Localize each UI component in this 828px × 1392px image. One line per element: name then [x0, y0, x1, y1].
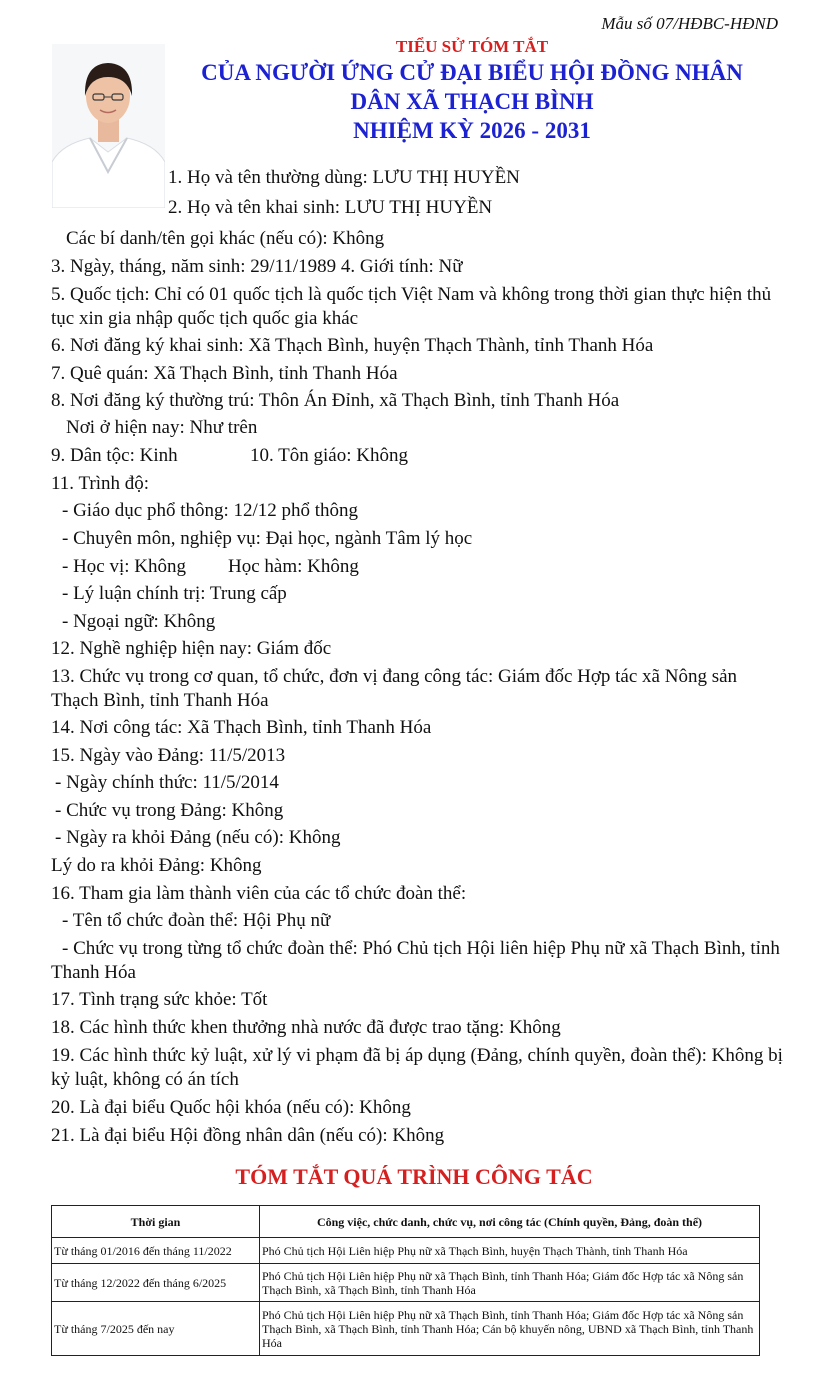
title-line-1: TIỂU SỬ TÓM TẮT	[395, 37, 549, 56]
field-organization-position: - Chức vụ trong từng tổ chức đoàn thể: Phó Chủ tịch Hội liên hiệp Phụ nữ xã Thạch Bình, tỉnh Thanh Hóa	[51, 938, 780, 983]
field-birthdate-gender: 3. Ngày, tháng, năm sinh: 29/11/1989 4. Giới tính: Nữ	[51, 256, 463, 277]
field-discipline: 19. Các hình thức kỷ luật, xử lý vi phạm đã bị áp dụng (Đảng, chính quyền, đoàn thể): Không bị kỷ luật, không có án tích	[51, 1045, 783, 1090]
field-peoples-council: 21. Là đại biểu Hội đồng nhân dân (nếu có): Không	[51, 1125, 445, 1146]
field-academic-title: Học hàm: Không	[228, 556, 359, 577]
field-party-join-date: 15. Ngày vào Đảng: 11/5/2013	[51, 745, 286, 766]
title-line-3: DÂN XÃ THẠCH BÌNH	[350, 89, 594, 114]
table-row	[52, 1238, 760, 1264]
cell-period: Từ tháng 7/2025 đến nay	[52, 1302, 260, 1356]
work-history-table	[51, 1205, 760, 1356]
title-line-2: CỦA NGƯỜI ỨNG CỬ ĐẠI BIỂU HỘI ĐỒNG NHÂN	[201, 60, 743, 85]
field-party-leave-date: - Ngày ra khỏi Đảng (nếu có): Không	[55, 827, 341, 848]
table-header-row	[52, 1206, 760, 1238]
form-number: Mẫu số 07/HĐBC-HĐND	[601, 14, 778, 33]
field-health: 17. Tình trạng sức khỏe: Tốt	[51, 989, 268, 1010]
cell-roles: Phó Chủ tịch Hội Liên hiệp Phụ nữ xã Thạch Bình, tỉnh Thanh Hóa; Giám đốc Hợp tác xã Nông sản Thạch Bình, xã Thạch Bình, tỉnh Thanh Hóa; Cán bộ khuyến nông, UBND xã Thạch Bình, tỉnh Thanh Hóa	[260, 1302, 760, 1356]
field-hometown: 7. Quê quán: Xã Thạch Bình, tỉnh Thanh Hóa	[51, 363, 398, 384]
column-header-roles: Công việc, chức danh, chức vụ, nơi công tác (Chính quyền, Đảng, đoàn thể)	[260, 1206, 760, 1238]
field-awards: 18. Các hình thức khen thưởng nhà nước đã được trao tặng: Không	[51, 1017, 561, 1038]
document-title	[165, 36, 779, 145]
field-aliases: Các bí danh/tên gọi khác (nếu có): Không	[66, 228, 385, 249]
field-specialization: - Chuyên môn, nghiệp vụ: Đại học, ngành Tâm lý học	[62, 528, 473, 549]
field-party-position: - Chức vụ trong Đảng: Không	[55, 800, 284, 821]
field-religion: 10. Tôn giáo: Không	[250, 445, 408, 466]
cell-roles: Phó Chủ tịch Hội Liên hiệp Phụ nữ xã Thạch Bình, tỉnh Thanh Hóa; Giám đốc Hợp tác xã Nông sản Thạch Bình, xã Thạch Bình, tỉnh Thanh Hóa	[260, 1264, 760, 1302]
field-birth-name: 2. Họ và tên khai sinh: LƯU THỊ HUYỀN	[168, 197, 493, 218]
cell-period: Từ tháng 01/2016 đến tháng 11/2022	[52, 1238, 260, 1264]
field-occupation: 12. Nghề nghiệp hiện nay: Giám đốc	[51, 638, 332, 659]
cell-roles: Phó Chủ tịch Hội Liên hiệp Phụ nữ xã Thạch Bình, huyện Thạch Thành, tỉnh Thanh Hóa	[260, 1238, 760, 1264]
column-header-period: Thời gian	[52, 1206, 260, 1238]
portrait-photo	[52, 44, 165, 208]
field-organizations-heading: 16. Tham gia làm thành viên của các tổ chức đoàn thể:	[51, 883, 467, 904]
field-permanent-residence: 8. Nơi đăng ký thường trú: Thôn Án Đỉnh, xã Thạch Bình, tỉnh Thanh Hóa	[51, 390, 620, 411]
field-national-assembly: 20. Là đại biểu Quốc hội khóa (nếu có): Không	[51, 1097, 411, 1118]
cell-period: Từ tháng 12/2022 đến tháng 6/2025	[52, 1264, 260, 1302]
field-general-education: - Giáo dục phổ thông: 12/12 phổ thông	[62, 500, 359, 521]
title-line-4: NHIỆM KỲ 2026 - 2031	[353, 118, 591, 143]
portrait-image	[52, 44, 165, 208]
field-position: 13. Chức vụ trong cơ quan, tổ chức, đơn vị đang công tác: Giám đốc Hợp tác xã Nông sản Thạch Bình, tỉnh Thanh Hóa	[51, 666, 738, 711]
table-row	[52, 1264, 760, 1302]
table-row	[52, 1302, 760, 1356]
field-foreign-language: - Ngoại ngữ: Không	[62, 611, 216, 632]
field-political-theory: - Lý luận chính trị: Trung cấp	[62, 583, 287, 604]
field-party-official-date: - Ngày chính thức: 11/5/2014	[55, 772, 279, 793]
field-common-name: 1. Họ và tên thường dùng: LƯU THỊ HUYỀN	[168, 167, 520, 188]
field-nationality: 5. Quốc tịch: Chỉ có 01 quốc tịch là quốc tịch Việt Nam và không trong thời gian thực hiện thủ tục xin gia nhập quốc tịch quốc gia khác	[51, 284, 772, 329]
field-education-heading: 11. Trình độ:	[51, 473, 150, 494]
work-history-title: TÓM TẮT QUÁ TRÌNH CÔNG TÁC	[235, 1164, 593, 1189]
field-workplace: 14. Nơi công tác: Xã Thạch Bình, tỉnh Thanh Hóa	[51, 717, 432, 738]
field-degree: - Học vị: Không	[62, 556, 187, 577]
field-birth-registration: 6. Nơi đăng ký khai sinh: Xã Thạch Bình, huyện Thạch Thành, tỉnh Thanh Hóa	[51, 335, 654, 356]
field-organization-name: - Tên tổ chức đoàn thể: Hội Phụ nữ	[62, 910, 331, 931]
field-party-leave-reason: Lý do ra khỏi Đảng: Không	[51, 855, 262, 876]
field-current-residence: Nơi ở hiện nay: Như trên	[66, 417, 258, 438]
field-ethnicity: 9. Dân tộc: Kinh	[51, 445, 178, 466]
